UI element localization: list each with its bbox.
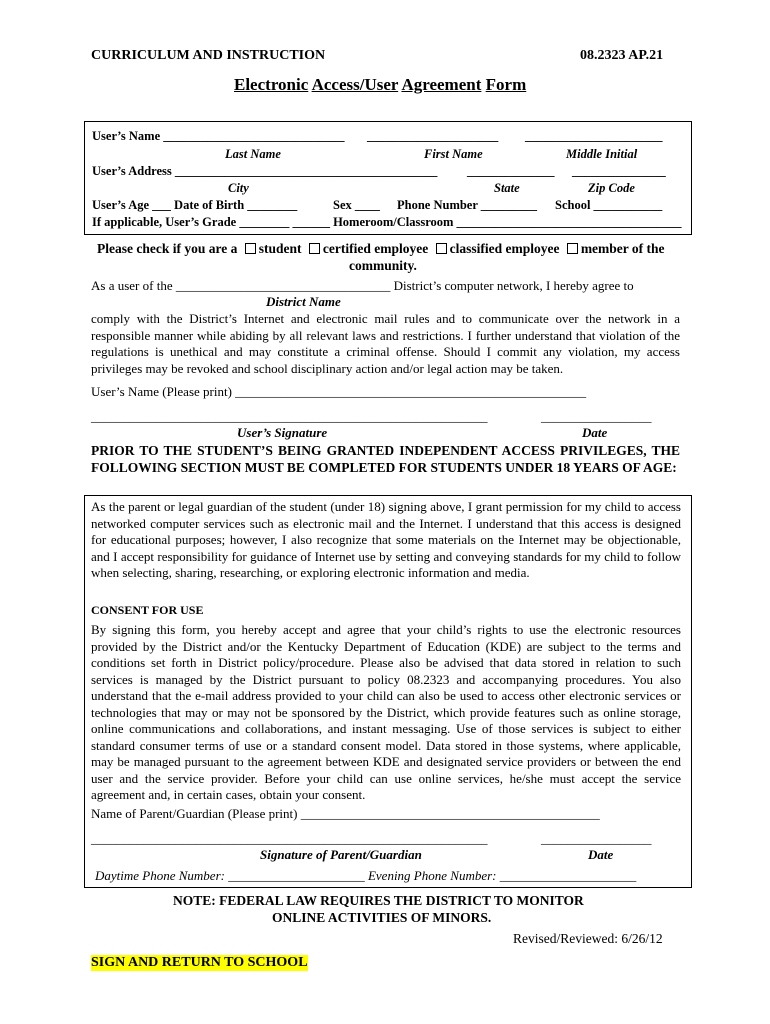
state-field[interactable]: ______________: [467, 164, 555, 178]
date-label: Date: [582, 425, 608, 440]
signature-field[interactable]: _____________________________________________________________: [91, 409, 488, 424]
parent-signature-label: Signature of Parent/Guardian: [260, 847, 422, 862]
classified-option: classified employee: [449, 241, 560, 256]
federal-note-line2: ONLINE ACTIVITIES OF MINORS.: [272, 910, 492, 925]
grade-homeroom-field[interactable]: If applicable, User’s Grade ________ ______ Homeroom/Classroom ____________________________________: [92, 215, 682, 229]
last-name-label: Last Name: [225, 147, 281, 161]
phone-field[interactable]: Phone Number _________: [397, 198, 538, 212]
classified-checkbox[interactable]: [436, 243, 447, 254]
first-name-label: First Name: [424, 147, 483, 161]
title-word: Electronic: [234, 75, 309, 94]
agreement-text: comply with the District’s Internet and electronic mail rules and to communicate over the network in a responsible manner while abiding by all relevant laws and restrictions. I further understand that violation of the regulations is unethical and may constitute a criminal offense. Should I commit any violation, my access privileges may be revoked and school disciplinary action and/or legal action may be taken.: [91, 311, 680, 376]
middle-initial-label: Middle Initial: [566, 147, 638, 161]
parent-signature-field[interactable]: _____________________________________________________________: [91, 831, 488, 846]
page-title: [234, 75, 526, 95]
sex-field[interactable]: Sex ____: [333, 198, 380, 212]
user-type-prompt: Please check if you are a: [97, 241, 238, 256]
federal-note-line1: NOTE: FEDERAL LAW REQUIRES THE DISTRICT TO MONITOR: [173, 893, 584, 908]
community-option-cont: community.: [349, 258, 417, 273]
section-header: CURRICULUM AND INSTRUCTION: [91, 48, 326, 63]
zip-label: Zip Code: [588, 181, 635, 195]
revised-date: Revised/Reviewed: 6/26/12: [513, 931, 663, 946]
certified-option: certified employee: [322, 241, 429, 256]
age-dob-field[interactable]: User’s Age ___ Date of Birth ________: [92, 198, 298, 212]
first-name-field[interactable]: _____________________: [367, 129, 499, 143]
district-line[interactable]: As a user of the _________________________________ District’s computer network, I hereby agree to: [91, 278, 634, 293]
parent-permission-text: As the parent or legal guardian of the student (under 18) signing above, I grant permission for my child to access networked computer services such as electronic mail and the Internet. I understand that this access is designed for educational purposes; however, I also recognize that some materials on the Internet may be objectionable, and I accept responsibility for guidance of Internet use by setting and conveying standards for my child to follow when selecting, sharing, researching, or exploring electronic information and media.: [91, 499, 681, 580]
student-option: student: [258, 241, 302, 256]
phone-numbers-field[interactable]: Daytime Phone Number: _____________________ Evening Phone Number: _____________________: [95, 868, 637, 883]
policy-code: 08.2323 AP.21: [580, 48, 664, 63]
student-checkbox[interactable]: [245, 243, 256, 254]
community-checkbox[interactable]: [567, 243, 578, 254]
print-name-field[interactable]: User’s Name (Please print) ______________________________________________________: [91, 384, 587, 399]
title-word: Agreement: [401, 75, 482, 94]
prior-notice: PRIOR TO THE STUDENT’S BEING GRANTED INDEPENDENT ACCESS PRIVILEGES, THE FOLLOWING SECTION MUST BE COMPLETED FOR STUDENTS UNDER 18 YEARS OF AGE:: [91, 443, 680, 475]
title-word: Access/User: [311, 75, 399, 94]
zip-field[interactable]: _______________: [572, 164, 666, 178]
state-label: State: [494, 181, 520, 195]
consent-text: By signing this form, you hereby accept and agree that your child’s rights to use the electronic resources provided by the District and/or the Kentucky Department of Education (KDE) are subject to the terms and conditions set forth in District policy/procedure. Please also be advised that data stored in relation to such services is managed by the District pursuant to policy 08.2323 and accompanying procedures. You also understand that the e-mail address provided to your child can also be used to access other electronic services or technologies that may or may not be sponsored by the District, which provide features such as online storage, online communications and collaborations, and instant messaging. Use of those services is subject to either standard consumer terms of use or a standard consent model. Data stored in those systems, where applicable, may be managed pursuant to the agreement between KDE and designated service providers or between the end user and the service provider. Before your child can use online services, he/she must accept the service agreement and, in certain cases, obtain your consent.: [91, 622, 681, 802]
date-field[interactable]: _________________: [541, 409, 652, 424]
community-option: member of the: [580, 241, 665, 256]
sign-return-banner: SIGN AND RETURN TO SCHOOL: [91, 955, 308, 970]
parent-date-label: Date: [588, 847, 614, 862]
parent-date-field[interactable]: _________________: [541, 831, 652, 846]
user-type-line: [97, 241, 665, 257]
consent-heading: CONSENT FOR USE: [91, 603, 204, 617]
user-name-field[interactable]: User’s Name _____________________________: [92, 129, 345, 143]
school-field[interactable]: School ___________: [555, 198, 663, 212]
title-word: Form: [485, 75, 527, 94]
certified-checkbox[interactable]: [309, 243, 320, 254]
middle-initial-field[interactable]: ______________________: [525, 129, 663, 143]
district-name-label: District Name: [266, 294, 341, 309]
parent-name-field[interactable]: Name of Parent/Guardian (Please print) ______________________________________________: [91, 806, 600, 821]
address-field[interactable]: User’s Address __________________________________________: [92, 164, 438, 178]
signature-label: User’s Signature: [237, 425, 328, 440]
city-label: City: [228, 181, 249, 195]
